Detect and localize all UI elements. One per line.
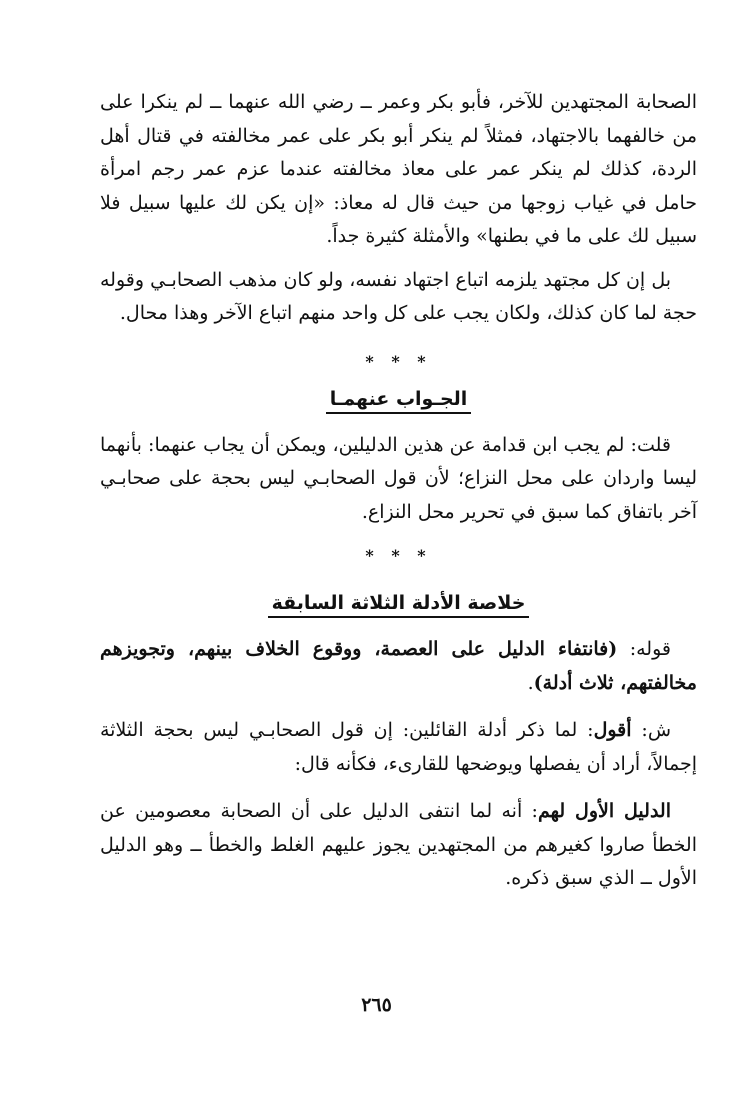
section-heading-summary (100, 583, 697, 623)
section-separator: * * * (365, 546, 432, 565)
heading-text: الجـواب عنهمـا (326, 388, 472, 414)
paragraph-first-evidence (100, 795, 697, 896)
page-number: ٢٦٥ (361, 994, 392, 1016)
evidence-bold: الدليل الأول لهم (537, 800, 671, 822)
commentary-bold: أقول (593, 719, 632, 741)
commentary-rest: : لما ذكر أدلة القائلين: إن قول الصحابـي ليس بحجة الثلاثة إجمالاً، أراد أن يفصلها ويوضحها للقارىء، فكأنه قال: (100, 719, 697, 775)
paragraph-continuation: الصحابة المجتهدين للآخر، فأبو بكر وعمر ــ رضي الله عنهما ــ لم ينكرا على من خالفهما بالاجتهاد، فمثلاً لم ينكر أبو بكر على عمر مخالفته في قتال أهل الردة، كذلك لم ينكر عمر على معاذ مخالفته عندما عزم عمر رجم امرأة حامل في غياب زوجها من حيث قال له معاذ: «إن يكن لك عليها سبيل فلا سبيل لك على ما في بطنها» والأمثلة كثيرة جداً. (100, 91, 697, 247)
evidence-rest: : أنه لما انتفى الدليل على أن الصحابة معصومين عن الخطأ صاروا كغيرهم من المجتهدين يجوز عليهم الغلط والخطأ ــ وهو الدليل الأول ــ الذي سبق ذكره. (100, 800, 697, 889)
section-separator: * * * (365, 351, 432, 371)
section-heading-answer (100, 379, 697, 419)
paragraph-commentary (100, 714, 697, 781)
quote-prefix: قوله: (617, 638, 671, 660)
commentary-prefix: ش: (631, 719, 672, 741)
page-body (100, 86, 697, 896)
quote-suffix: . (527, 671, 534, 694)
quote-bold: (فانتفاء الدليل على العصمة، ووقوع الخلاف بينهم، وتجويزهم مخالفتهم، ثلاث أدلة) (100, 638, 697, 694)
paragraph-argument: بل إن كل مجتهد يلزمه اتباع اجتهاد نفسه، ولو كان مذهب الصحابـي وقوله حجة لما كان كذلك، ولكان يجب على كل واحد منهم اتباع الآخر وهذا محال. (100, 268, 697, 324)
paragraph-answer: قلت: لم يجب ابن قدامة عن هذين الدليلين، ويمكن أن يجاب عنهما: بأنهما ليسا واردان على محل النزاع؛ لأن قول الصحابـي ليس بحجة على صحابـي آخر باتفاق كما سبق في تحرير محل النزاع. (100, 433, 697, 523)
heading-text: خلاصة الأدلة الثلاثة السابقة (268, 592, 530, 618)
paragraph-quote (100, 633, 697, 700)
